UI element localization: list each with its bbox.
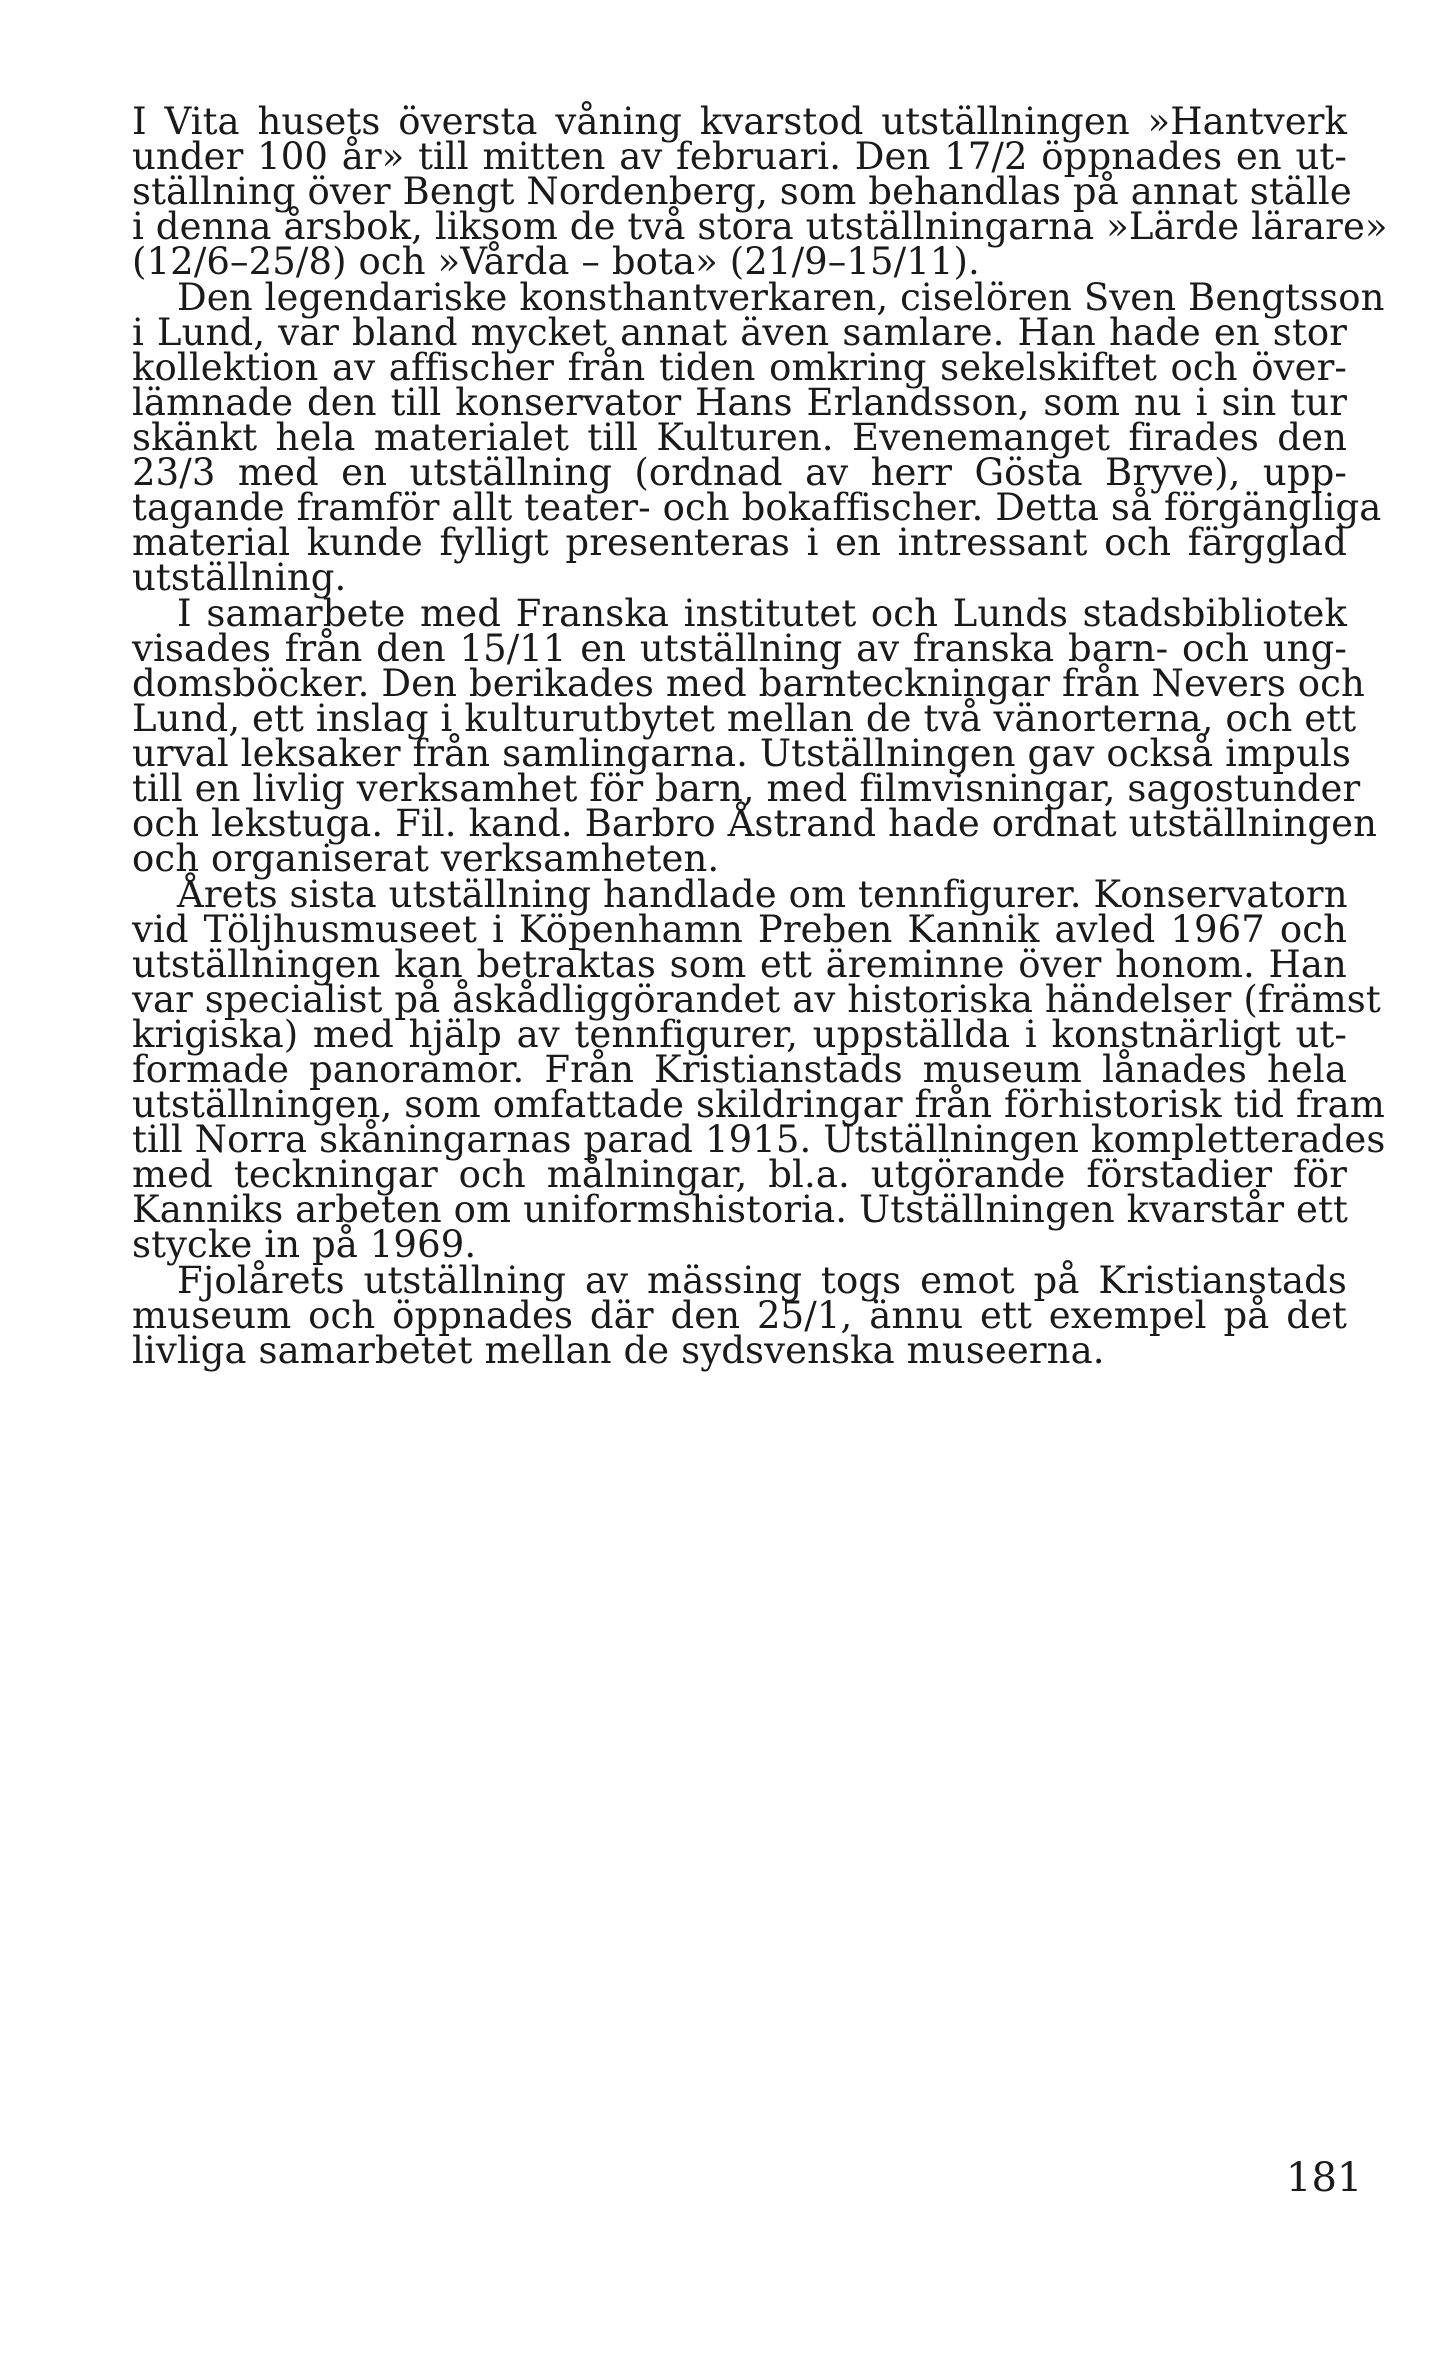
body-text-line: och lekstuga. Fil. kand. Barbro Åstrand hade ordnat utställningen: [132, 802, 1378, 845]
body-text-line: lämnade den till konservator Hans Erlandsson, som nu i sin tur: [132, 381, 1347, 424]
body-text-line: Fjolårets utställning av mässing togs emot på Kristianstads: [177, 1259, 1347, 1302]
body-text-line: och organiserat verksamheten.: [132, 837, 720, 880]
body-text-line: visades från den 15/11 en utställning av franska barn- och ung-: [132, 627, 1347, 670]
body-text-line: (12/6–25/8) och »Vårda – bota» (21/9–15/11).: [132, 240, 980, 283]
body-text-line: under 100 år» till mitten av februari. Den 17/2 öppnades en ut-: [132, 135, 1347, 178]
body-text-line: urval leksaker från samlingarna. Utställningen gav också impuls: [132, 732, 1352, 775]
body-text-line: domsböcker. Den berikades med barnteckningar från Nevers och: [132, 662, 1365, 705]
body-text-line: Årets sista utställning handlade om tennfigurer. Konservatorn: [177, 873, 1348, 916]
body-text-line: utställningen, som omfattade skildringar från förhistorisk tid fram: [132, 1083, 1385, 1126]
body-text-line: Den legendariske konsthantverkaren, ciselören Sven Bengtsson: [177, 276, 1385, 319]
body-text-line: krigiska) med hjälp av tennfigurer, uppställda i konstnärligt ut-: [132, 1013, 1347, 1056]
body-text-line: i Lund, var bland mycket annat även samlare. Han hade en stor: [132, 311, 1347, 354]
body-text-line: Kanniks arbeten om uniformshistoria. Utställningen kvarstår ett: [132, 1188, 1348, 1231]
body-text-line: kollektion av affischer från tiden omkring sekelskiftet och över-: [132, 346, 1347, 389]
body-text-line: 23/3 med en utställning (ordnad av herr Gösta Bryve), upp-: [132, 451, 1347, 494]
body-text-line: utställningen kan betraktas som ett äreminne över honom. Han: [132, 943, 1347, 986]
body-text-line: skänkt hela materialet till Kulturen. Evenemanget firades den: [132, 416, 1347, 459]
body-text-line: var specialist på åskådliggörandet av historiska händelser (främst: [132, 978, 1381, 1021]
body-text-line: utställning.: [132, 556, 347, 599]
body-text-line: museum och öppnades där den 25/1, ännu ett exempel på det: [132, 1294, 1347, 1337]
body-text-line: I Vita husets översta våning kvarstod utställningen »Hantverk: [132, 100, 1347, 143]
body-text-line: med teckningar och målningar, bl.a. utgörande förstadier för: [132, 1153, 1347, 1196]
body-text-line: i denna årsbok, liksom de två stora utställningarna »Lärde lärare»: [132, 205, 1388, 248]
body-text-line: formade panoramor. Från Kristianstads museum lånades hela: [132, 1048, 1347, 1091]
body-text-line: tagande framför allt teater- och bokaffischer. Detta så förgängliga: [132, 486, 1382, 529]
page-number: 181: [1286, 2155, 1363, 2201]
body-text-line: till Norra skåningarnas parad 1915. Utställningen kompletterades: [132, 1118, 1386, 1161]
body-text-line: livliga samarbetet mellan de sydsvenska museerna.: [132, 1329, 1105, 1372]
body-text-line: stycke in på 1969.: [132, 1223, 477, 1266]
body-text-line: vid Töljhusmuseet i Köpenhamn Preben Kannik avled 1967 och: [132, 908, 1347, 951]
body-text-line: I samarbete med Franska institutet och Lunds stadsbibliotek: [177, 592, 1347, 635]
body-text-line: material kunde fylligt presenteras i en intressant och färgglad: [132, 521, 1347, 564]
body-text-line: ställning över Bengt Nordenberg, som behandlas på annat ställe: [132, 170, 1352, 213]
body-text-line: till en livlig verksamhet för barn, med filmvisningar, sagostunder: [132, 767, 1361, 810]
body-text-line: Lund, ett inslag i kulturutbytet mellan de två vänorterna, och ett: [132, 697, 1357, 740]
